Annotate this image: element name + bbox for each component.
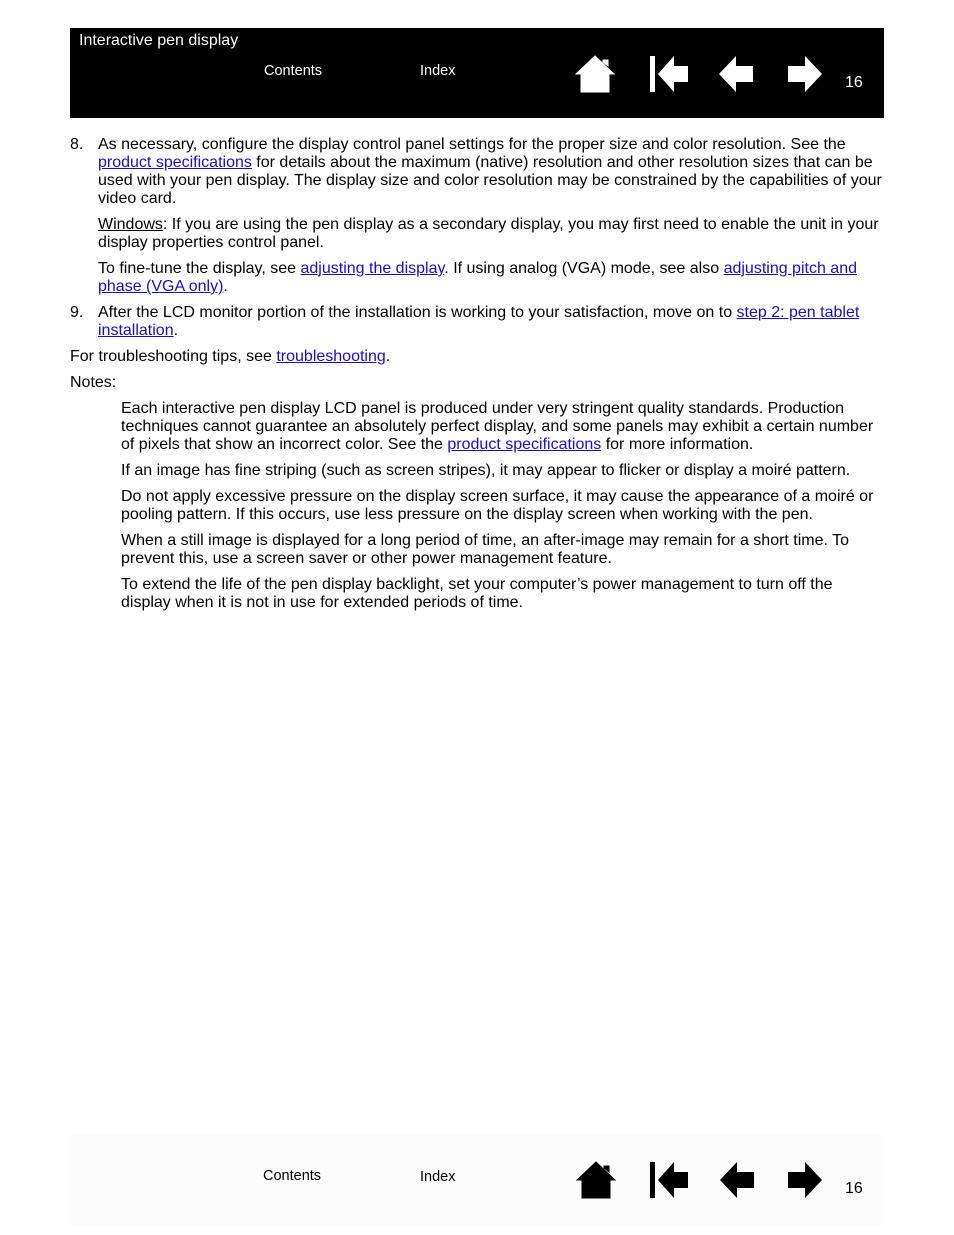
windows-label: Windows <box>98 216 163 233</box>
page-number: 16 <box>845 74 863 91</box>
home-icon[interactable] <box>576 1160 616 1200</box>
first-page-icon[interactable] <box>649 54 689 94</box>
previous-page-icon[interactable] <box>717 54 757 94</box>
paragraph: As necessary, configure the display control panel settings for the proper size and color resolution. See the product specifications for details about the maximum (native) resolution and other resolution sizes that can be used with your pen display. The display size and color resolution may be constrained by the capabilities of your video card. <box>98 136 882 207</box>
page-header <box>70 28 884 118</box>
note-3: Do not apply excessive pressure on the display screen surface, it may cause the appearance of a moiré or pooling pattern. If this occurs, use less pressure on the display screen when working with the pen. <box>121 488 874 523</box>
troubleshooting-link[interactable]: troubleshooting <box>276 348 386 365</box>
next-page-icon[interactable] <box>784 54 824 94</box>
index-link[interactable]: Index <box>420 63 456 79</box>
adjusting-pitch-phase-link[interactable]: adjusting pitch and phase (VGA only) <box>98 260 857 295</box>
home-icon[interactable] <box>575 54 615 94</box>
previous-page-icon[interactable] <box>718 1160 758 1200</box>
note-5: To extend the life of the pen display backlight, set your computer’s power management to turn off the display when it is not in use for extended periods of time. <box>121 576 833 611</box>
contents-link[interactable]: Contents <box>264 63 323 79</box>
note-4: When a still image is displayed for a long period of time, an after-image may remain for a short time. To prevent this, use a screen saver or other power management feature. <box>121 532 850 567</box>
fine-tune-paragraph: To fine-tune the display, see adjusting the display. If using analog (VGA) mode, see also adjusting pitch and phase (VGA only). <box>98 260 857 295</box>
product-specifications-link[interactable]: product specifications <box>447 436 602 453</box>
step-8 <box>70 136 886 208</box>
troubleshooting-paragraph: For troubleshooting tips, see troubleshooting. <box>70 348 391 365</box>
step-2-link[interactable]: step 2: pen tablet installation <box>98 304 860 339</box>
contents-link[interactable]: Contents <box>263 1168 322 1184</box>
step-9 <box>70 304 886 340</box>
index-link[interactable]: Index <box>420 1169 456 1185</box>
paragraph: After the LCD monitor portion of the installation is working to your satisfaction, move on to step 2: pen tablet installation. <box>98 304 860 339</box>
document-title: Interactive pen display <box>79 32 239 49</box>
windows-paragraph: Windows: If you are using the pen display as a secondary display, you may first need to enable the unit in your display properties control panel. <box>98 216 879 251</box>
page-footer <box>70 1135 884 1225</box>
first-page-icon[interactable] <box>649 1160 689 1200</box>
page-content <box>70 136 886 612</box>
adjusting-display-link[interactable]: adjusting the display <box>300 260 445 277</box>
next-page-icon[interactable] <box>784 1160 824 1200</box>
notes-label: Notes: <box>70 374 117 391</box>
product-specifications-link[interactable]: product specifications <box>98 154 252 171</box>
step-number: 8. <box>70 136 84 153</box>
page-number: 16 <box>845 1180 863 1197</box>
step-number: 9. <box>70 304 84 321</box>
note-1: Each interactive pen display LCD panel is produced under very stringent quality standards. Production techniques cannot guarantee an absolutely perfect display, and some panels may exhibit a certain number of pixels that show an incorrect color. See the product specifications for more information. <box>121 400 874 453</box>
note-2: If an image has fine striping (such as screen stripes), it may appear to flicker or display a moiré pattern. <box>121 462 851 479</box>
